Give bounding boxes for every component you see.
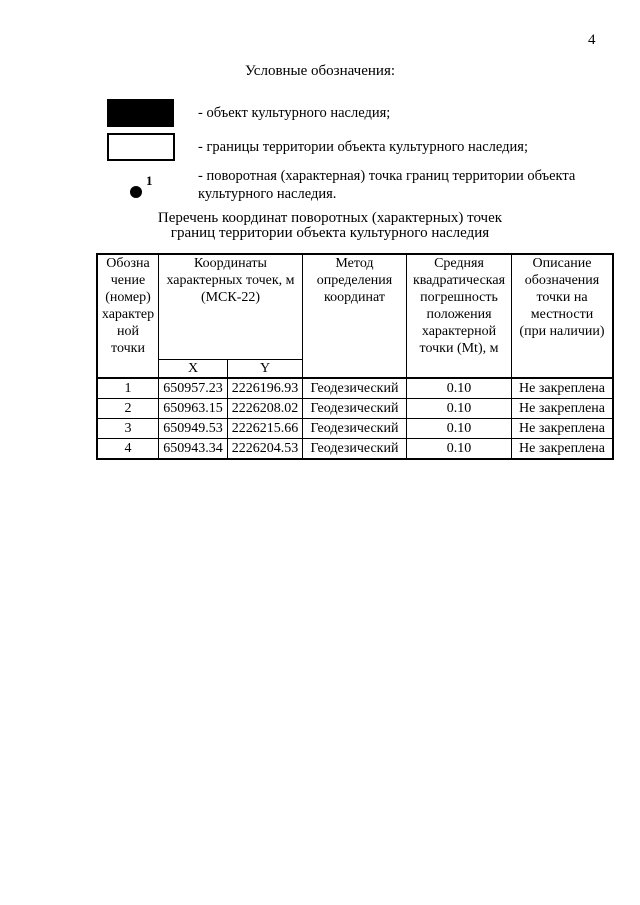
cell-x: 650963.15 — [159, 399, 228, 419]
cell-x: 650943.34 — [159, 439, 228, 460]
cell-point-number: 3 — [97, 419, 159, 439]
cell-method: Геодезический — [303, 419, 407, 439]
header-coordinates: Координаты характерных точек, м (МСК-22) — [159, 254, 303, 360]
cell-point-number: 4 — [97, 439, 159, 460]
header-error: Средняя квадратическая погрешность положения характерной точки (Mt), м — [407, 254, 512, 378]
cell-method: Геодезический — [303, 399, 407, 419]
cell-error: 0.10 — [407, 439, 512, 460]
coordinates-list-title-line1: Перечень координат поворотных (характерных) точек — [157, 210, 503, 226]
cell-error: 0.10 — [407, 378, 512, 399]
header-y: Y — [228, 360, 303, 379]
legend-item-turning-point: - поворотная (характерная) точка границ территории объекта культурного наследия. — [198, 168, 576, 202]
coordinates-list-title-line2: границ территории объекта культурного наследия — [170, 225, 490, 241]
cell-y: 2226196.93 — [228, 378, 303, 399]
point-icon — [130, 186, 142, 198]
cell-point-number: 2 — [97, 399, 159, 419]
point-marker-label: 1 — [146, 173, 153, 188]
legend-item-heritage-object: - объект культурного наследия; — [198, 105, 391, 121]
header-x: X — [159, 360, 228, 379]
legend-item-territory-boundary: - границы территории объекта культурного наследия; — [198, 139, 528, 155]
cell-y: 2226204.53 — [228, 439, 303, 460]
header-designation: Обозна чение (номер) характер ной точки — [97, 254, 159, 378]
cell-y: 2226208.02 — [228, 399, 303, 419]
page-number: 4 — [588, 32, 596, 48]
cell-error: 0.10 — [407, 399, 512, 419]
coordinates-list-title — [0, 211, 640, 241]
coordinates-table — [96, 253, 614, 460]
cell-description: Не закреплена — [512, 378, 614, 399]
cell-x: 650957.23 — [159, 378, 228, 399]
cell-description: Не закреплена — [512, 419, 614, 439]
table-row — [97, 419, 613, 439]
cell-point-number: 1 — [97, 378, 159, 399]
cell-x: 650949.53 — [159, 419, 228, 439]
cell-method: Геодезический — [303, 378, 407, 399]
cell-error: 0.10 — [407, 419, 512, 439]
cell-method: Геодезический — [303, 439, 407, 460]
table-row — [97, 439, 613, 460]
filled-rectangle-icon — [107, 99, 174, 127]
header-method: Метод определения координат — [303, 254, 407, 378]
outlined-rectangle-icon — [107, 133, 175, 161]
legend-title: Условные обозначения: — [244, 63, 396, 79]
table-row — [97, 399, 613, 419]
cell-y: 2226215.66 — [228, 419, 303, 439]
cell-description: Не закреплена — [512, 399, 614, 419]
header-description: Описание обозначения точки на местности (при наличии) — [512, 254, 614, 378]
table-row — [97, 378, 613, 399]
cell-description: Не закреплена — [512, 439, 614, 460]
